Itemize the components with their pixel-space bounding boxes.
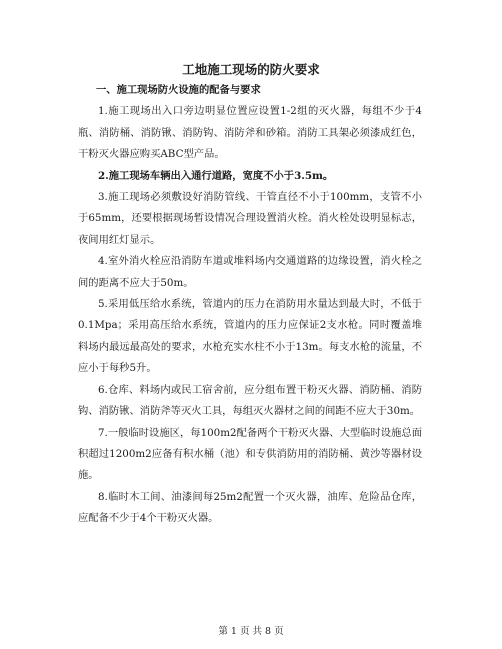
document-body (78, 80, 422, 530)
document-title: 工地施工现场的防火要求 (182, 62, 320, 77)
paragraph-3: 3.施工现场必须敷设好消防管线、干管直径不小于100mm，支管不小于65mm，还要根据现场暂设情况合理设置消火栓。消火栓处设明显标志，夜间用红灯显示。 (78, 191, 422, 246)
paragraph-8: 8.临时木工间、油漆间每25m2配置一个灭火器，油库、危险品仓库，应配备不少于4个干粉灭火器。 (78, 490, 422, 525)
paragraph-7: 7.一般临时设施区，每100m2配备两个干粉灭火器、大型临时设施总面积超过1200m2应备有积水桶（池）和专供消防用的消防桶、黄沙等器材设施。 (78, 426, 422, 482)
paragraph-2-bold: 2.施工现场车辆出入通行道路，宽度不小于3.5m。 (98, 169, 334, 182)
paragraph-6: 6.仓库、料场内或民工宿舍前，应分组布置干粉灭火器、消防桶、消防钩、消防锹、消防斧等灭火工具，每组灭火器材之间的间距不应大于30m。 (78, 383, 422, 418)
paragraph-4: 4.室外消火栓应沿消防车道或堆料场内交通道路的边缘设置，消火栓之间的距离不应大于50m。 (78, 255, 422, 289)
paragraph-1: 1.施工现场出入口旁边明显位置应设置1-2组的灭火器，每组不少于4瓶、消防桶、消防锹、消防钩、消防斧和砂箱。消防工具架必须漆成红色，干粉灭火器应购买ABC型产品。 (78, 105, 422, 161)
section-heading: 一、施工现场防火设施的配备与要求 (96, 84, 261, 96)
paragraph-5: 5.采用低压给水系统，管道内的压力在消防用水量达到最大时，不低于0.1Mpa；采用高压给水系统，管道内的压力应保证2支水枪。同时覆盖堆料场内最远最高处的要求，水枪充实水柱不小于13m。每支水枪的流量，不应小于每秒5升。 (78, 298, 422, 375)
page-footer: 第 1 页 共 8 页 (218, 626, 284, 637)
